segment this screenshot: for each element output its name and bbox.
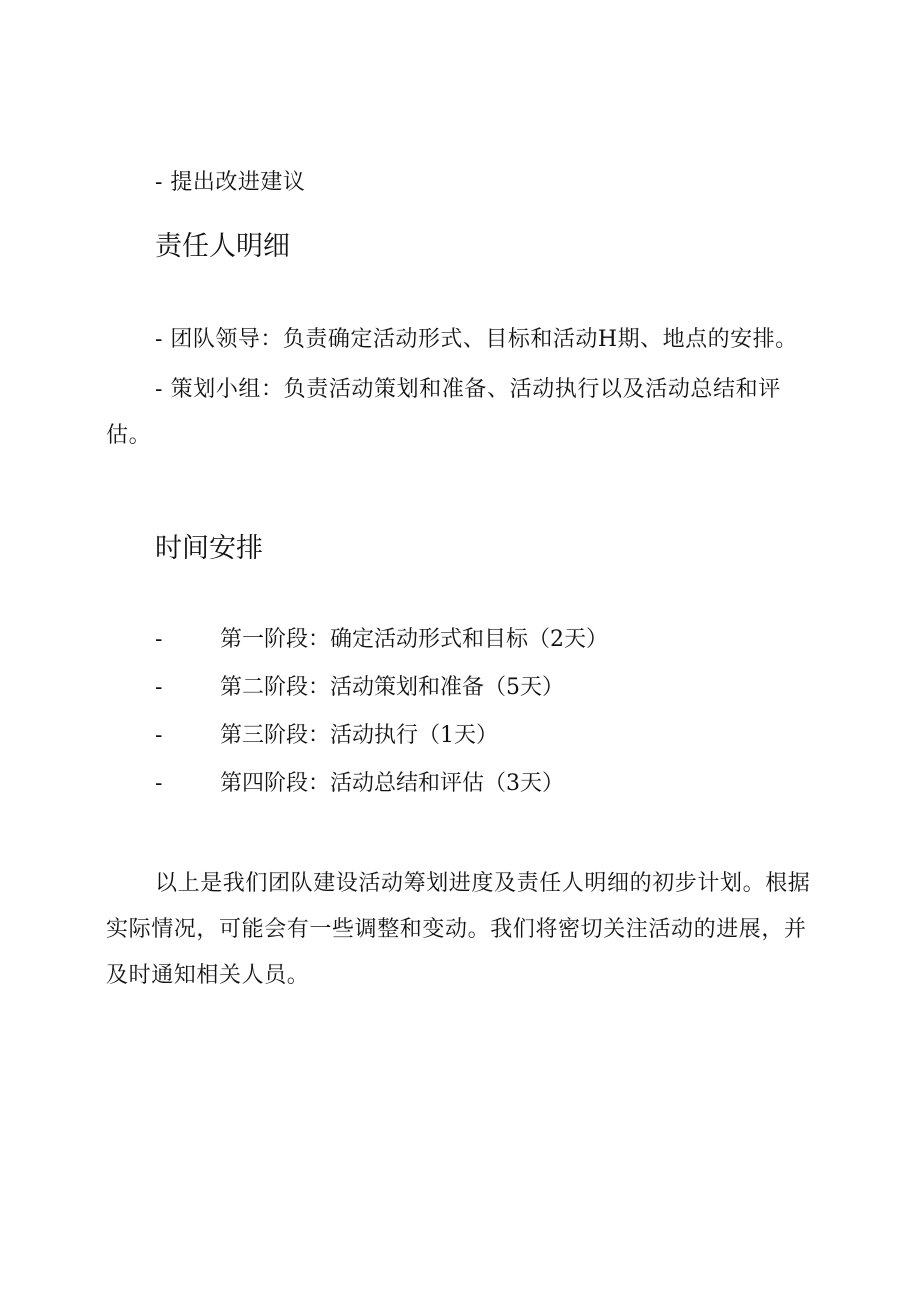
stage-dash: - — [155, 771, 163, 796]
stage-dash: - — [155, 627, 163, 652]
intro-list-item: - 提出改进建议 — [155, 170, 306, 195]
stage-text: 第二阶段：活动策划和准备（5天） — [220, 675, 564, 700]
stage-text: 第四阶段：活动总结和评估（3天） — [220, 771, 564, 796]
responsibility-item-leader: - 团队领导：负责确定活动形式、目标和活动H期、地点的安排。 — [155, 327, 798, 352]
stage-dash: - — [155, 723, 163, 748]
conclusion-paragraph: 以上是我们团队建设活动筹划进度及责任人明细的初步计划。根据实际情况，可能会有一些调整和变动。我们将密切关注活动的进展，并及时通知相关人员。 — [106, 871, 811, 988]
stage-text: 第一阶段：确定活动形式和目标（2天） — [220, 627, 608, 652]
stage-dash: - — [155, 675, 163, 700]
schedule-stage-1 — [155, 625, 815, 655]
schedule-stage-4 — [155, 769, 815, 799]
responsibility-item-planning-text: - 策划小组：负责活动策划和准备、活动执行以及活动总结和评估。 — [106, 377, 781, 448]
responsibility-item-planning — [106, 367, 816, 459]
schedule-heading: 时间安排 — [155, 533, 263, 564]
responsibility-heading: 责任人明细 — [155, 231, 290, 262]
schedule-stage-3 — [155, 721, 815, 751]
schedule-stage-2 — [155, 673, 815, 703]
stage-text: 第三阶段：活动执行（1天） — [220, 723, 498, 748]
